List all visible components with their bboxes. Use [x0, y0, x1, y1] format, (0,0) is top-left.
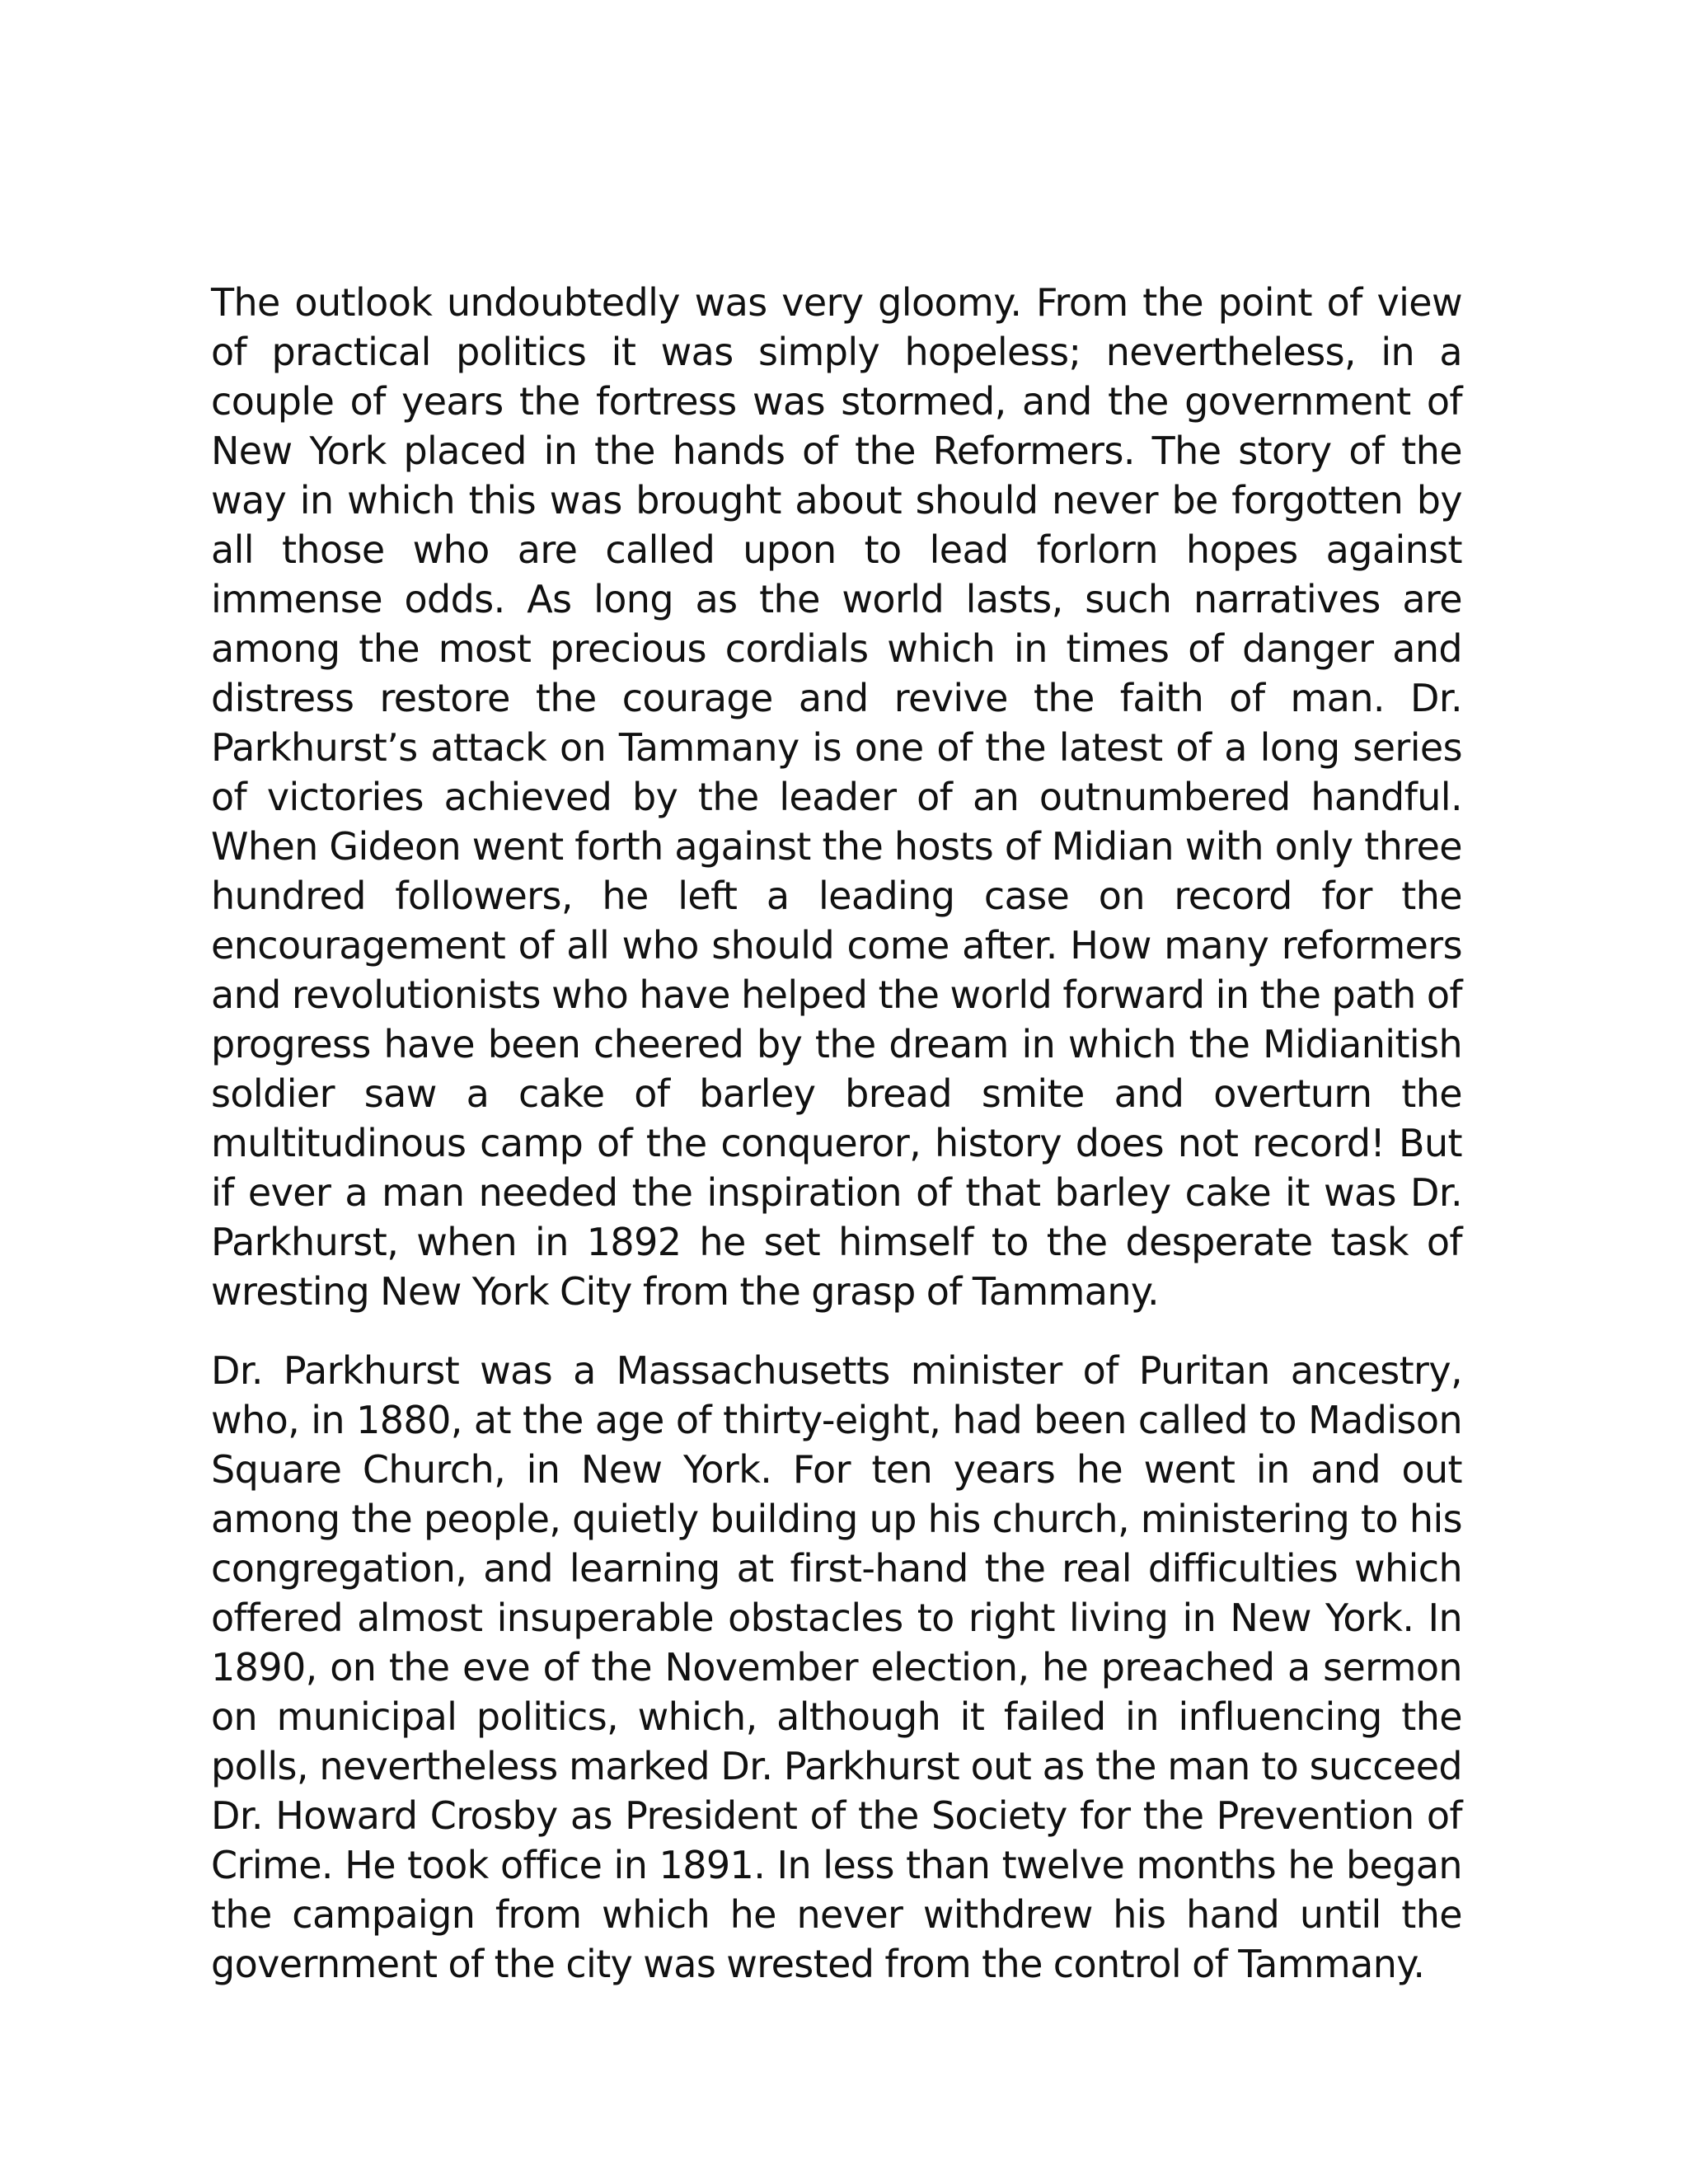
paragraph-outlook: The outlook undoubtedly was very gloomy. From the point of view of practical politics it was simply hopeless; nevertheless, in a couple of years the fortress was stormed, and the government of New York placed in the hands of the Reformers. The story of the way in which this was brought about should never be forgotten by all those who are called upon to lead forlorn hopes against immense odds. As long as the world lasts, such narratives are among the most precious cordials which in times of danger and distress restore the courage and revive the faith of man. Dr. Parkhurst’s attack on Tammany is one of the latest of a long series of victories achieved by the leader of an outnumbered handful. When Gideon went forth against the hosts of Midian with only three hundred followers, he left a leading case on record for the encouragement of all who should come after. How many reformers and revolutionists who have helped the world forward in the path of progress have been cheered by the dream in which the Midianitish soldier saw a cake of barley bread smite and overturn the multitudinous camp of the conqueror, history does not record! But if ever a man needed the inspiration of that barley cake it was Dr. Parkhurst, when in 1892 he set himself to the desperate task of wresting New York City from the grasp of Tammany. — [211, 280, 1462, 1314]
paragraph-parkhurst: Dr. Parkhurst was a Massachusetts minister of Puritan ancestry, who, in 1880, at the age of thirty-eight, had been called to Madison Square Church, in New York. For ten years he went in and out among the people, quietly building up his church, ministering to his congregation, and learning at first-hand the real difficulties which offered almost insuperable obstacles to right living in New York. In 1890, on the eve of the November election, he preached a sermon on municipal politics, which, although it failed in influencing the polls, nevertheless marked Dr. Parkhurst out as the man to succeed Dr. Howard Crosby as President of the Society for the Prevention of Crime. He took office in 1891. In less than twelve months he began the campaign from which he never withdrew his hand until the government of the city was wrested from the control of Tammany. — [211, 1348, 1462, 1986]
document-body — [211, 278, 1462, 1989]
